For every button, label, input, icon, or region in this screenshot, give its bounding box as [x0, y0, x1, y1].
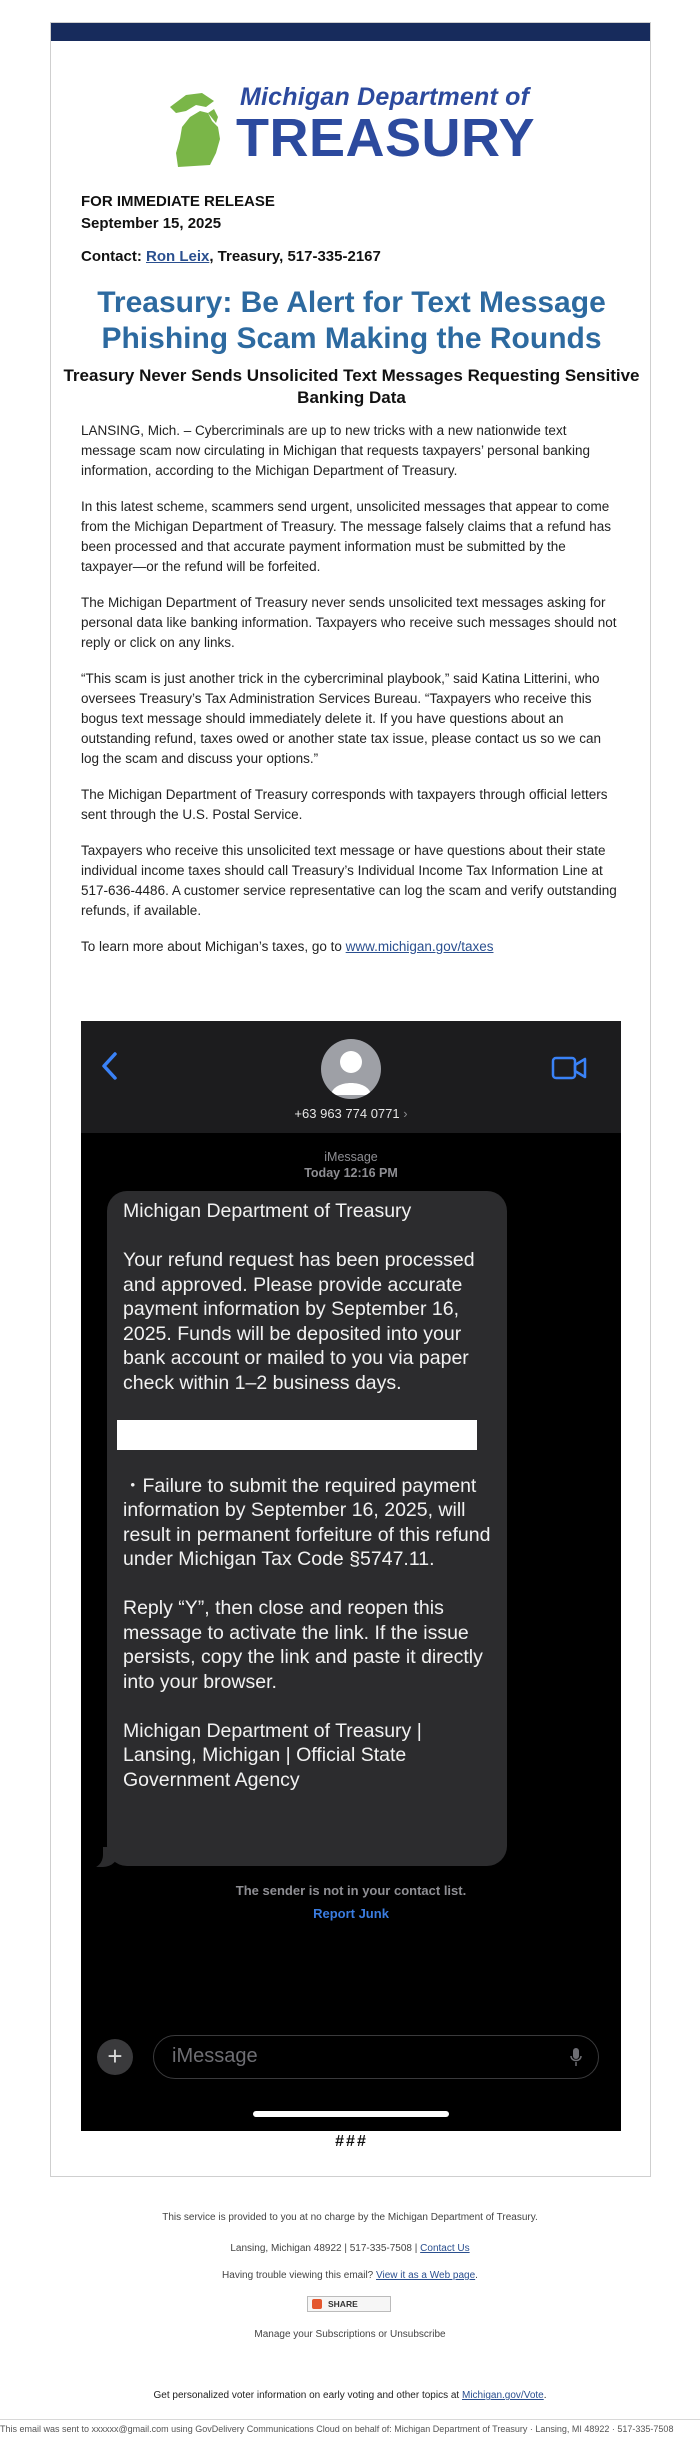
- michigan-state-icon: [156, 87, 236, 169]
- paragraph: Taxpayers who receive this unsolicited text message or have questions about their state individual income taxes should call Treasury’s Individual Income Tax Information Line at 517-636-4486. A customer service representative can log the scam and verify outstanding refunds, if available.: [81, 843, 617, 918]
- footer-web-view-end: .: [475, 2270, 478, 2281]
- footer-address-text: Lansing, Michigan 48922 | 517-335-7508 |: [230, 2243, 421, 2254]
- bubble-signature: Michigan Department of Treasury | Lansing, Michigan | Official State Government Agency: [123, 1719, 422, 1791]
- paragraph: LANSING, Mich. – Cybercriminals are up to new tricks with a new nationwide text message scam now circulating in Michigan that requests taxpayers’ personal banking information, according to the Michigan Department of Treasury.: [81, 423, 591, 478]
- bubble-paragraph: Your refund request has been processed and approved. Please provide accurate payment information by September 16, 2025. Funds will be deposited into your bank account or mailed to you via paper check within 1–2 business days.: [123, 1249, 475, 1394]
- paragraph: “This scam is just another trick in the cybercriminal playbook,” said Katina Litterini, who oversees Treasury’s Tax Administration Services Bureau. “Taxpayers who receive this bogus text message should immediately delete it. If you have questions about an outstanding refund, taxes owed or another state tax issue, please contact us so we can log the scam and discuss your options.”: [81, 671, 602, 766]
- paragraph: The Michigan Department of Treasury corresponds with taxpayers through official letters sent through the U.S. Postal Service.: [81, 787, 608, 822]
- video-call-icon[interactable]: [551, 1055, 587, 1081]
- share-label: SHARE: [328, 2299, 358, 2309]
- bubble-paragraph: Reply “Y”, then close and reopen this message to activate the link. If the issue persists, copy the link and paste it directly into your browser.: [123, 1597, 483, 1693]
- redacted-link: [117, 1420, 477, 1450]
- article-body: [81, 421, 621, 973]
- bubble-paragraph: ・Failure to submit the required payment information by September 16, 2025, will result in permanent forfeiture of this refund under Michigan Tax Code §5747.11.: [123, 1474, 491, 1570]
- share-icon: [312, 2299, 322, 2309]
- learn-more-text: To learn more about Michigan’s taxes, go to: [81, 939, 346, 954]
- not-in-contacts-notice: The sender is not in your contact list.: [235, 1883, 467, 1898]
- microphone-icon[interactable]: [569, 2047, 583, 2067]
- treasury-logo: [156, 83, 536, 193]
- contact-line: [81, 248, 381, 265]
- home-indicator: [253, 2111, 449, 2117]
- footer-web-view-text: Having trouble viewing this email?: [222, 2270, 377, 2281]
- subheadline: Treasury Never Sends Unsolicited Text Messages Requesting Sensitive Banking Data: [63, 366, 640, 407]
- back-chevron-icon[interactable]: [99, 1051, 121, 1081]
- message-header: [81, 1021, 621, 1133]
- service-label: iMessage: [324, 1150, 378, 1164]
- header-bar: [51, 23, 650, 41]
- manage-subscriptions-link[interactable]: Manage your Subscriptions or Unsubscribe: [254, 2329, 446, 2340]
- plus-button[interactable]: +: [97, 2039, 133, 2075]
- paragraph: In this latest scheme, scammers send urgent, unsolicited messages that appear to come from the Michigan Department of Treasury. The message falsely claims that a refund has been processed and that accurate payment information must be submitted by the taxpayer—or the refund will be forfeited.: [81, 499, 611, 574]
- footer-sent-to: This email was sent to xxxxxx@gmail.com using GovDelivery Communications Cloud on behalf of: Michigan Department of Treasury · Lansing, MI 48922 · 517-335-7508: [0, 2424, 674, 2434]
- footer-address: [0, 2243, 700, 2254]
- contact-avatar[interactable]: [321, 1039, 381, 1099]
- person-icon: [321, 1039, 381, 1099]
- end-marker: ###: [335, 2133, 368, 2150]
- logo-title-line2: TREASURY: [236, 108, 536, 168]
- scam-text-screenshot: [81, 1021, 621, 2131]
- message-bubble[interactable]: [107, 1191, 507, 1866]
- footer-web-view: [0, 2270, 700, 2281]
- learn-more-paragraph: [81, 937, 621, 957]
- taxes-link[interactable]: www.michigan.gov/taxes: [345, 939, 494, 954]
- vote-link[interactable]: Michigan.gov/Vote: [462, 2390, 544, 2401]
- message-meta: [81, 1149, 621, 1181]
- footer-voter-info: [0, 2390, 700, 2401]
- contact-name-link[interactable]: Ron Leix: [146, 248, 210, 265]
- message-time: Today 12:16 PM: [304, 1166, 398, 1180]
- release-info: [81, 191, 275, 235]
- view-web-page-link[interactable]: View it as a Web page: [376, 2270, 476, 2281]
- page-title: Treasury: Be Alert for Text Message Phishing Scam Making the Rounds: [97, 286, 606, 355]
- contact-us-link[interactable]: Contact Us: [420, 2243, 470, 2254]
- email-card: [50, 22, 651, 2177]
- footer-divider: [0, 2419, 700, 2420]
- share-button[interactable]: [307, 2296, 391, 2312]
- contact-prefix: Contact:: [81, 248, 146, 265]
- logo-title-line1: Michigan Department of: [240, 83, 530, 111]
- footer-service-note: This service is provided to you at no charge by the Michigan Department of Treasury.: [162, 2212, 538, 2223]
- chevron-right-icon: ›: [403, 1106, 408, 1121]
- imessage-input[interactable]: iMessage: [153, 2035, 599, 2079]
- sender-number-text: +63 963 774 0771: [294, 1106, 400, 1121]
- report-junk-link[interactable]: Report Junk: [313, 1906, 389, 1921]
- release-label: FOR IMMEDIATE RELEASE: [81, 193, 275, 210]
- release-date: September 15, 2025: [81, 215, 222, 232]
- sender-number[interactable]: [81, 1106, 621, 1121]
- voter-info-end: .: [543, 2390, 547, 2401]
- paragraph: The Michigan Department of Treasury never sends unsolicited text messages asking for personal data like banking information. Taxpayers who receive such messages should not reply or click on any links.: [81, 595, 617, 650]
- bubble-sender: Michigan Department of Treasury: [123, 1200, 412, 1222]
- voter-info-text: Get personalized voter information on early voting and other topics at: [153, 2390, 462, 2401]
- contact-suffix: , Treasury, 517-335-2167: [209, 248, 381, 265]
